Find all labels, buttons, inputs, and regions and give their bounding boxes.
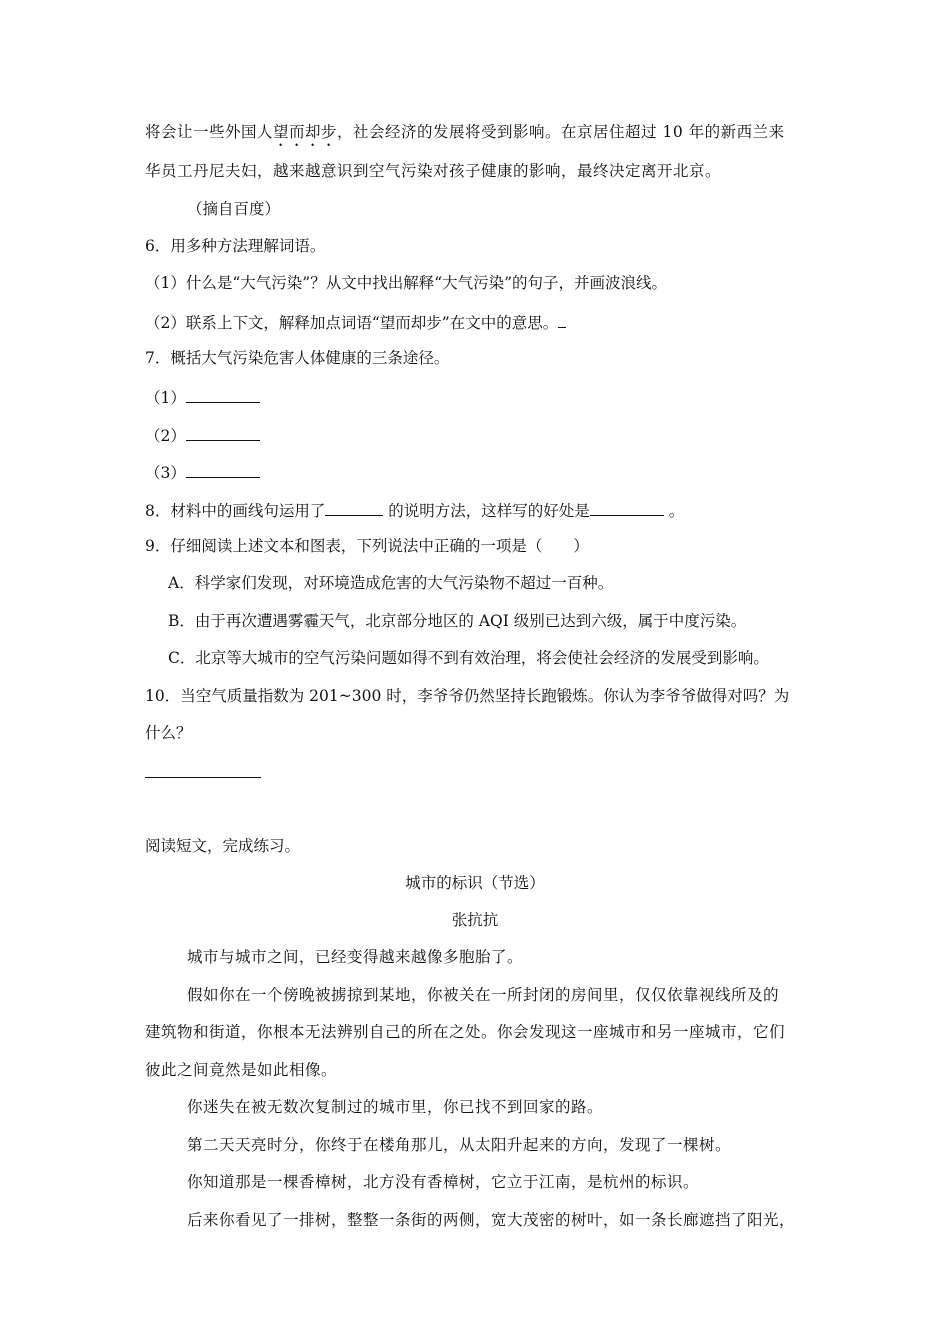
question-7-item-1 bbox=[145, 386, 260, 408]
question-9-option-a[interactable]: A．科学家们发现，对环境造成危害的大气污染物不超过一百种。 bbox=[168, 574, 614, 592]
passage-text: 将会让一些外国人 bbox=[145, 123, 274, 141]
question-9-option-c[interactable]: C．北京等大城市的空气污染问题如得不到有效治理，将会使社会经济的发展受到影响。 bbox=[168, 649, 769, 667]
question-text: 8．材料中的画线句运用了 bbox=[145, 502, 326, 520]
question-10-line-1: 10．当空气质量指数为 201~300 时，李爷爷仍然坚持长跑锻炼。你认为李爷爷做得对吗？为 bbox=[145, 687, 790, 705]
question-7-item-2 bbox=[145, 424, 260, 446]
question-text: （2）联系上下文，解释加点词语“望而却步”在文中的意思。 bbox=[145, 314, 559, 332]
article-author: 张抗抗 bbox=[451, 911, 499, 929]
item-number: （3） bbox=[145, 464, 186, 482]
passage-text: 越来越意识到空气污染对孩子健康的影响 bbox=[273, 162, 562, 180]
question-8 bbox=[145, 499, 684, 521]
passage-text: ，最终决定离开北京。 bbox=[561, 162, 722, 180]
article-paragraph: 后来你看见了一排树，整整一条街的两侧，宽大茂密的树叶，如一条长廊遮挡了阳光， bbox=[187, 1211, 796, 1229]
answer-blank[interactable] bbox=[186, 424, 260, 441]
article-paragraph: 彼此之间竟然是如此相像。 bbox=[145, 1061, 338, 1079]
article-paragraph: 城市与城市之间，已经变得越来越像多胞胎了。 bbox=[187, 948, 524, 966]
question-6-part-1: （1）什么是“大气污染”？从文中找出解释“大气污染”的句子，并画波浪线。 bbox=[145, 274, 668, 292]
question-9-option-b[interactable]: B．由于再次遭遇雾霾天气，北京部分地区的 AQI 级别已达到六级，属于中度污染。 bbox=[168, 612, 747, 630]
question-text: 的说明方法，这样写的好处是 bbox=[383, 502, 590, 520]
question-10-answer bbox=[145, 761, 261, 783]
item-number: （2） bbox=[145, 427, 186, 445]
article-title: 城市的标识（节选） bbox=[405, 874, 545, 892]
article-paragraph: 假如你在一个傍晚被掳掠到某地，你被关在一所封闭的房间里，仅仅依靠视线所及的 bbox=[187, 986, 780, 1004]
article-paragraph: 你知道那是一棵香樟树，北方没有香樟树，它立于江南，是杭州的标识。 bbox=[187, 1173, 700, 1191]
article-paragraph: 你迷失在被无数次复制过的城市里，你已找不到回家的路。 bbox=[187, 1098, 604, 1116]
passage-text: ，社会经济的发展将受到影响。在京居住超过 10 年的新西兰来 bbox=[337, 123, 785, 141]
answer-blank[interactable] bbox=[145, 761, 261, 778]
question-7-item-3 bbox=[145, 461, 260, 483]
question-6-part-2 bbox=[145, 311, 566, 333]
question-10-line-2: 什么？ bbox=[145, 724, 192, 742]
answer-blank[interactable] bbox=[325, 499, 383, 516]
passage-line-1 bbox=[145, 122, 785, 150]
question-7-stem: 7．概括大气污染危害人体健康的三条途径。 bbox=[145, 349, 450, 367]
article-paragraph: 第二天天亮时分，你终于在楼角那儿，从太阳升起来的方向，发现了一棵树。 bbox=[187, 1136, 732, 1154]
answer-blank[interactable] bbox=[558, 311, 566, 328]
passage-text: 华员工丹尼夫妇， bbox=[145, 162, 274, 180]
question-9-stem: 9．仔细阅读上述文本和图表，下列说法中正确的一项是（ ） bbox=[145, 537, 589, 555]
answer-blank[interactable] bbox=[186, 386, 260, 403]
answer-blank[interactable] bbox=[186, 461, 260, 478]
answer-blank[interactable] bbox=[590, 499, 664, 516]
dotted-phrase: 望而却步 bbox=[273, 123, 338, 141]
passage-source: （摘自百度） bbox=[187, 200, 281, 218]
article-paragraph: 建筑物和街道，你根本无法辨别自己的所在之处。你会发现这一座城市和另一座城市，它们 bbox=[145, 1023, 786, 1041]
passage-line-2 bbox=[145, 161, 721, 181]
item-number: （1） bbox=[145, 389, 186, 407]
question-text: 。 bbox=[663, 502, 685, 520]
question-6-stem: 6．用多种方法理解词语。 bbox=[145, 237, 326, 255]
reading-intro: 阅读短文，完成练习。 bbox=[145, 837, 301, 855]
